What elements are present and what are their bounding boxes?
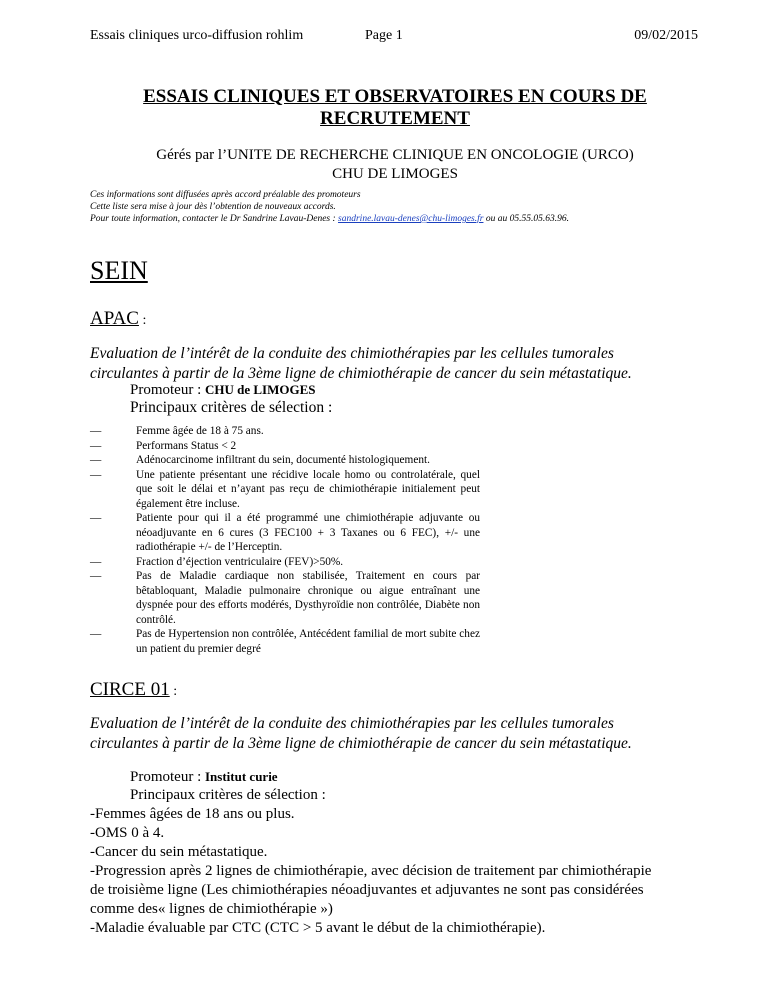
criterion-text: Performans Status < 2 <box>136 439 237 452</box>
managed-by-line2: CHU DE LIMOGES <box>332 166 458 182</box>
list-item: de troisième ligne (Les chimiothérapies néoadjuvantes et adjuvantes ne sont pas considérées <box>90 882 644 898</box>
managed-by-line1: Gérés par l’UNITE DE RECHERCHE CLINIQUE EN ONCOLOGIE (URCO) <box>156 147 634 163</box>
study-description-line1: Evaluation de l’intérêt de la conduite des chimiothérapies par les cellules tumorales <box>90 345 614 362</box>
criterion-text: Pas de Hypertension non contrôlée, Antécédent familial de mort subite chez un patient du premier degré <box>136 628 480 655</box>
note-line1: Ces informations sont diffusées après accord préalable des promoteurs <box>90 190 361 200</box>
criterion-text: Une patiente présentant une récidive locale homo ou controlatérale, quel que soit le délai et n’ayant pas reçu de chimiothérapie initialement peut également être incluse. <box>136 468 480 510</box>
study-colon: : <box>169 684 178 699</box>
page-title <box>90 86 700 130</box>
contact-email-link[interactable]: sandrine.lavau-denes@chu-limoges.fr <box>338 214 484 224</box>
criteria-block <box>90 786 700 938</box>
criteria-title: Principaux critères de sélection : <box>130 787 326 803</box>
list-item <box>90 439 480 454</box>
study-description-line1: Evaluation de l’intérêt de la conduite des chimiothérapies par les cellules tumorales <box>90 715 614 732</box>
list-item <box>90 569 480 627</box>
list-item: -OMS 0 à 4. <box>90 825 165 841</box>
list-item: -Cancer du sein métastatique. <box>90 844 268 860</box>
study-heading-circe01 <box>90 679 177 703</box>
criteria-list <box>90 424 480 656</box>
bullet-dash: — <box>90 468 102 481</box>
study-promoter <box>130 380 316 400</box>
note-contact-suffix: ou au 05.55.05.63.96. <box>483 214 569 224</box>
list-item: comme des« lignes de chimiothérapie ») <box>90 901 333 917</box>
header-page-number: Page 1 <box>365 28 403 43</box>
list-item <box>90 627 480 656</box>
list-item: -Femmes âgées de 18 ans ou plus. <box>90 806 295 822</box>
list-item <box>90 424 480 439</box>
page-title-line2: RECRUTEMENT <box>320 108 470 129</box>
study-description-line2: circulantes à partir de la 3ème ligne de chimiothérapie de cancer du sein métastatique. <box>90 735 632 752</box>
page-title-line1: ESSAIS CLINIQUES ET OBSERVATOIRES EN COURS DE <box>143 86 647 107</box>
list-item: -Progression après 2 lignes de chimiothérapie, avec décision de traitement par chimiothérapie <box>90 863 652 879</box>
bullet-dash: — <box>90 628 102 640</box>
note-line3 <box>90 213 569 225</box>
section-heading: SEIN <box>90 256 148 285</box>
bullet-dash: — <box>90 555 102 568</box>
managed-by <box>90 146 700 184</box>
note-contact-prefix: Pour toute information, contacter le Dr Sandrine Lavau-Denes : <box>90 214 339 224</box>
list-item: -Maladie évaluable par CTC (CTC > 5 avant le début de la chimiothérapie). <box>90 920 546 936</box>
promoter-label: Promoteur : <box>130 769 205 785</box>
bullet-dash: — <box>90 454 102 466</box>
study-name: APAC <box>90 308 139 329</box>
note-line2: Cette liste sera mise à jour dès l’obtention de nouveaux accords. <box>90 202 336 212</box>
list-item <box>90 511 480 555</box>
criterion-text: Fraction d’éjection ventriculaire (FEV)>50%. <box>136 555 344 568</box>
criterion-text: Adénocarcinome infiltrant du sein, documenté histologiquement. <box>136 454 430 466</box>
study-description <box>90 344 690 384</box>
criterion-text: Femme âgée de 18 à 75 ans. <box>136 425 264 437</box>
list-item <box>90 453 480 468</box>
list-item <box>90 468 480 512</box>
bullet-dash: — <box>90 439 102 452</box>
promoter-name: Institut curie <box>205 769 278 784</box>
study-description <box>90 714 690 754</box>
bullet-dash: — <box>90 425 102 437</box>
promoter-label: Promoteur : <box>130 382 205 398</box>
study-heading-apac <box>90 308 146 332</box>
list-item <box>90 555 480 570</box>
criterion-text: Pas de Maladie cardiaque non stabilisée, Traitement en cours par bêtabloquant, Maladie pulmonaire chronique ou aigue entraînant une dyspnée pour des efforts modérés, Dysthyroïdie non contrôlée, Diabète non contrôlé. <box>136 570 480 626</box>
bullet-dash: — <box>90 570 102 582</box>
header-left: Essais cliniques urco-diffusion rohlim <box>90 28 304 43</box>
bullet-dash: — <box>90 512 102 524</box>
study-promoter <box>130 767 278 787</box>
promoter-name: CHU de LIMOGES <box>205 382 316 397</box>
study-description-line2: circulantes à partir de la 3ème ligne de chimiothérapie de cancer du sein métastatique. <box>90 365 632 382</box>
criterion-text: Patiente pour qui il a été programmé une chimiothérapie adjuvante ou néoadjuvante en 6 cures (3 FEC100 + 3 Taxanes ou 6 FEC), +/- une radiothérapie +/- de l’Herceptin. <box>136 512 480 553</box>
header-date: 09/02/2015 <box>634 28 698 43</box>
study-name: CIRCE 01 <box>90 679 170 700</box>
criteria-title: Principaux critères de sélection : <box>130 399 333 416</box>
study-colon: : <box>138 313 147 328</box>
